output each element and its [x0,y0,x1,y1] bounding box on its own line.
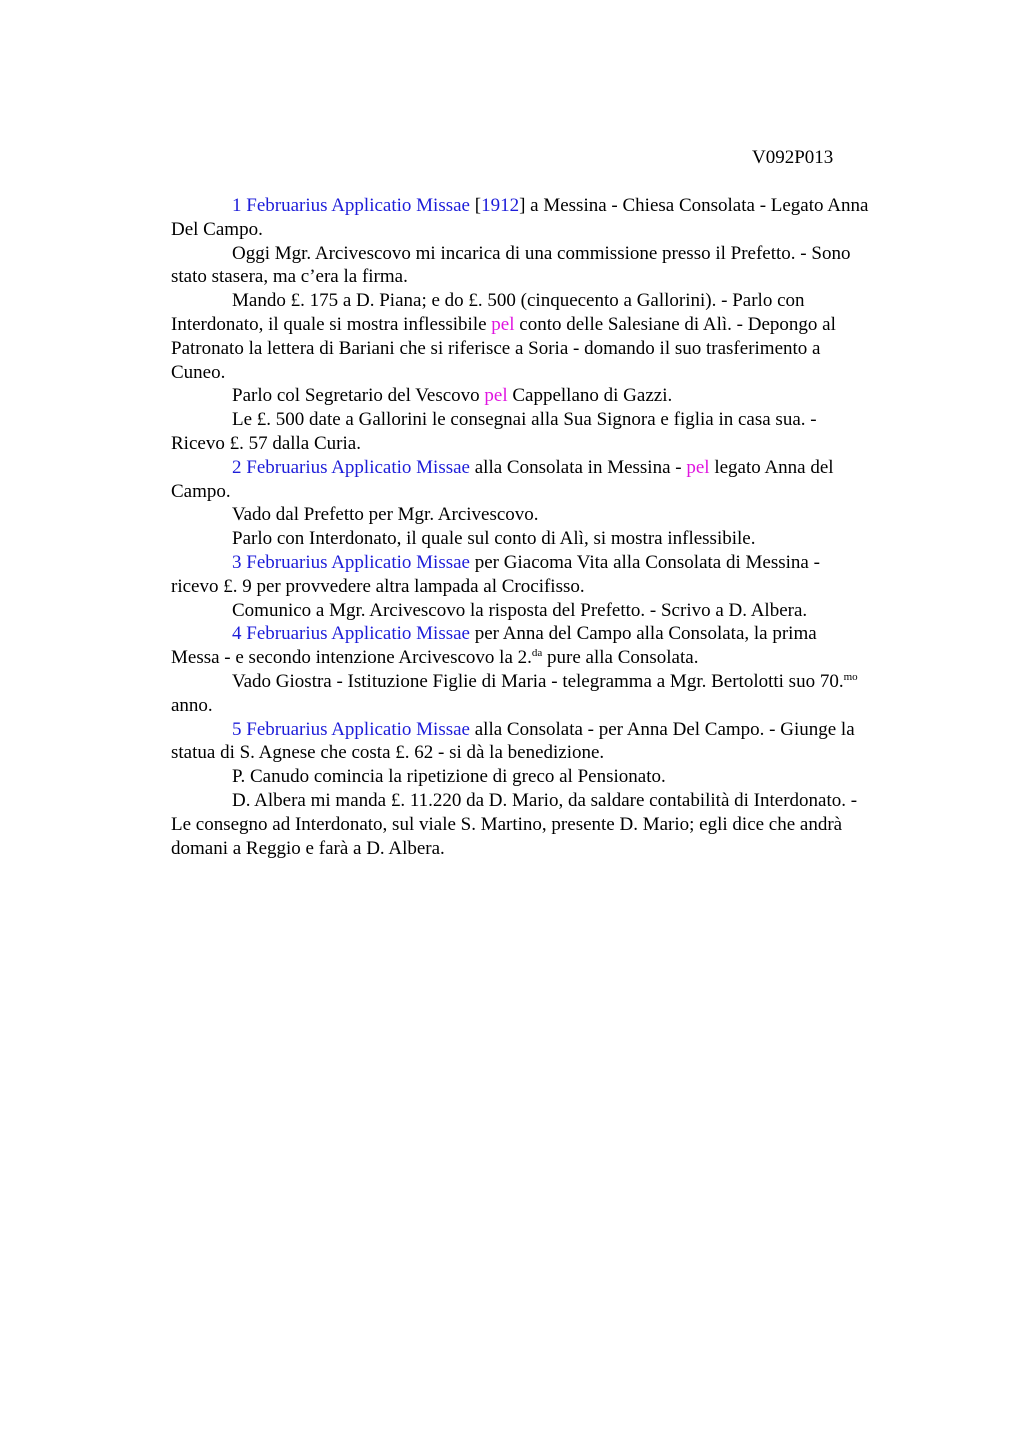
line: Del Campo. [171,218,263,240]
line: 5 Februarius Applicatio Missae alla Consolata - per Anna Del Campo. - Giunge la [232,718,855,740]
entry-feb-2 [171,456,931,504]
line: statua di S. Agnese che costa £. 62 - si dà la benedizione. [171,742,605,764]
line: Interdonato, il quale si mostra inflessibile pel conto delle Salesiane di Alì. - Depongo al [171,313,836,335]
line: Ricevo £. 57 dalla Curia. [171,432,361,454]
line: Cuneo. [171,361,226,383]
paragraph [171,242,931,290]
entry-feb-5 [171,718,931,766]
line: Vado dal Prefetto per Mgr. Arcivescovo. [232,504,539,526]
paragraph [171,289,931,384]
highlighted-word: pel [484,385,508,407]
line: Parlo con Interdonato, il quale sul conto di Alì, si mostra inflessibile. [232,528,756,550]
date-heading: 1 Februarius Applicatio Missae [232,195,470,216]
paragraph [171,670,931,718]
paragraph [171,599,931,623]
line: Campo. [171,480,231,502]
line: Oggi Mgr. Arcivescovo mi incarica di una commissione presso il Prefetto. - Sono [232,242,851,264]
paragraph [171,527,931,551]
date-heading: 5 Februarius Applicatio Missae [232,718,470,740]
paragraph [171,408,931,456]
line: stato stasera, ma c’era la firma. [171,266,408,288]
entry-feb-1 [171,194,931,242]
line: P. Canudo comincia la ripetizione di greco al Pensionato. [232,766,666,788]
line: Parlo col Segretario del Vescovo pel Cappellano di Gazzi. [232,385,673,407]
line: anno. [171,694,213,716]
line: Le £. 500 date a Gallorini le consegnai alla Sua Signora e figlia in casa sua. - [232,409,817,431]
paragraph [171,384,931,408]
year-annotation: 1912 [481,195,520,216]
date-heading: 2 Februarius Applicatio Missae [232,456,470,478]
paragraph [171,503,931,527]
line: 4 Februarius Applicatio Missae per Anna del Campo alla Consolata, la prima [232,623,817,645]
line: Le consegno ad Interdonato, sul viale S. Martino, presente D. Mario; egli dice che andrà [171,813,843,835]
line: 3 Februarius Applicatio Missae per Giacoma Vita alla Consolata di Messina - [232,551,820,573]
paragraph [171,789,931,860]
line: 1 Februarius Applicatio Missae [1912] a Messina - Chiesa Consolata - Legato Anna [232,195,869,216]
highlighted-word: pel [686,456,710,478]
line: Comunico a Mgr. Arcivescovo la risposta del Prefetto. - Scrivo a D. Albera. [232,599,808,621]
entry-feb-3 [171,551,931,599]
line: Patronato la lettera di Bariani che si riferisce a Soria - domando il suo trasferimento a [171,337,821,359]
line: Messa - e secondo intenzione Arcivescovo la 2.$^{da}$ pure alla Consolata. [171,647,699,669]
page-identifier: V092P013 [752,147,834,168]
line: 2 Februarius Applicatio Missae alla Consolata in Messina - pel legato Anna del [232,456,834,478]
entry-feb-4 [171,622,931,670]
superscript: mo [843,670,858,683]
line: Mando £. 175 a D. Piana; e do £. 500 (cinquecento a Gallorini). - Parlo con [232,290,805,312]
date-heading: 3 Februarius Applicatio Missae [232,551,470,573]
line: D. Albera mi manda £. 11.220 da D. Mario, da saldare contabilità di Interdonato. - [232,789,858,811]
diary-text [171,194,931,860]
highlighted-word: pel [491,313,515,335]
superscript: da [531,647,543,660]
line: domani a Reggio e farà a D. Albera. [171,837,445,859]
date-heading: 4 Februarius Applicatio Missae [232,623,470,645]
line: ricevo £. 9 per provvedere altra lampada al Crocifisso. [171,575,585,597]
paragraph [171,765,931,789]
line: Vado Giostra - Istituzione Figlie di Maria - telegramma a Mgr. Bertolotti suo 70.$^{mo}$ [232,670,858,692]
